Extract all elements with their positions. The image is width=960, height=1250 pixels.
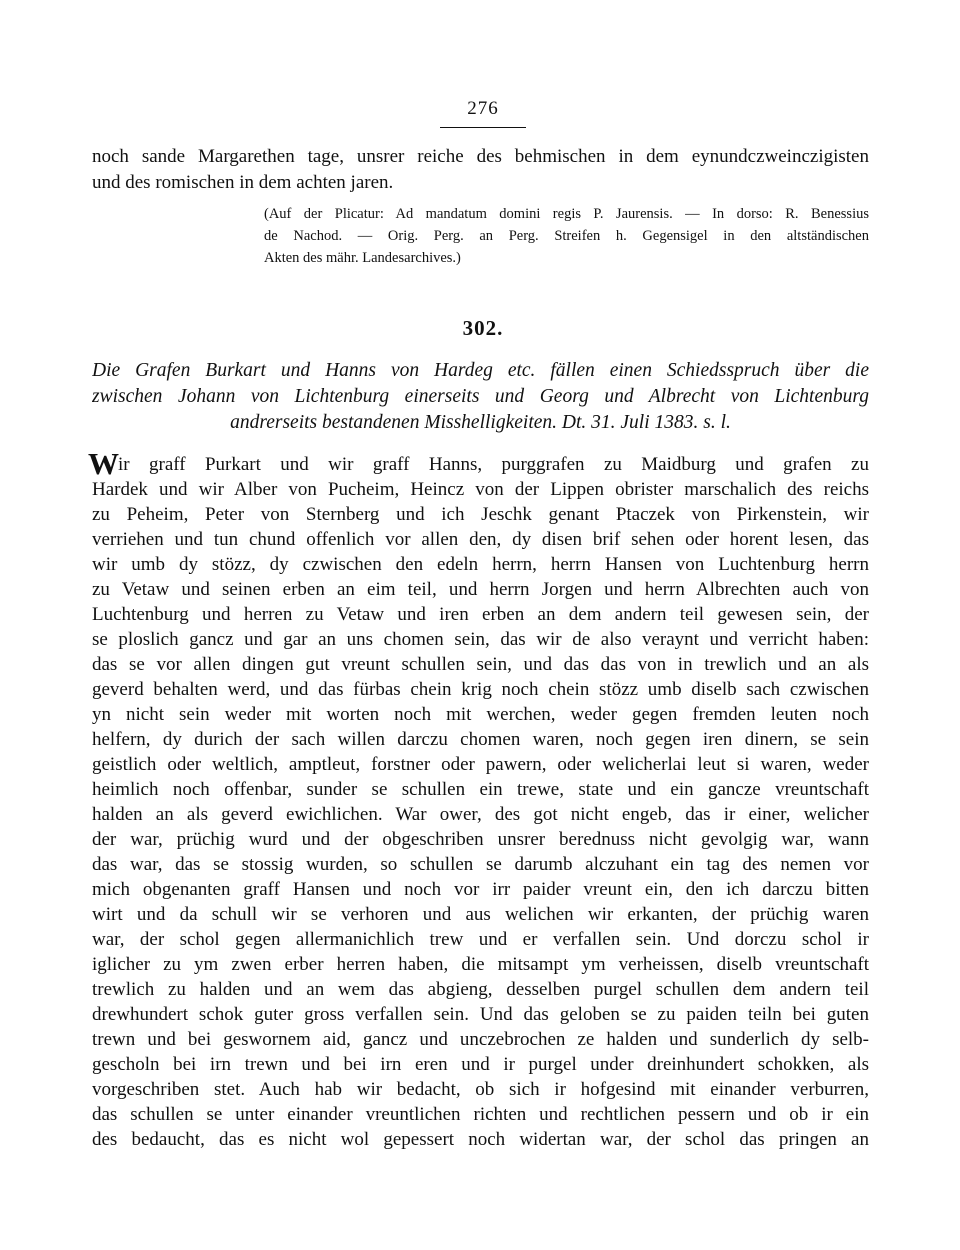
document-number: 302. — [462, 316, 504, 340]
body-line: zu Peheim, Peter von Sternberg und ich Jeschk genant Ptaczek von Pirkenstein, wir — [92, 504, 869, 525]
body-line: trewlich zu halden und an wem das abgieng, desselben purgel schullen dem andern teil — [92, 979, 869, 1000]
body-line: des bedaucht, das es nicht wol gepessert noch widertan war, der schol das pringen an — [92, 1129, 869, 1150]
body-line: se ploslich gancz und gar an uns chomen sein, das wir de also veraynt und verricht haben: — [92, 629, 869, 650]
intro-line: und des romischen in dem achten jaren. — [92, 172, 394, 193]
body-line: das schullen se unter einander vreuntlichen richten und rechtlichen pessern und ob ir ein — [92, 1104, 869, 1125]
body-line: helfern, dy durich der sach willen darczu chomen waren, noch gegen iren dinern, se sein — [92, 729, 869, 750]
body-line: vorgeschriben stet. Auch hab wir bedacht, ob sich ir hofgesind mit einander verburren, — [92, 1079, 869, 1100]
body-line: Hardek und wir Alber von Pucheim, Heincz von der Lippen obrister marschalich des reichs — [92, 479, 869, 500]
body-line: zu Vetaw und seinen erben an eim teil, und herrn Jorgen und herrn Albrechten auch von — [92, 579, 869, 600]
body-line: geistlich oder weltlich, amptleut, forstner oder pawern, oder welicherlai leut si waren, weder — [92, 754, 869, 775]
body-line: ir graff Purkart und wir graff Hanns, purggrafen zu Maidburg und grafen zu — [118, 454, 869, 475]
body-line: heimlich noch offenbar, sunder se schullen ein trewe, state und ein gancze vreuntschaft — [92, 779, 869, 800]
body-line: das se vor allen dingen gut vreunt schullen sein, und das das von in trewlich und an als — [92, 654, 869, 675]
body-line: gescholn bei irn trewn und bei irn eren und ir purgel under dreinhundert schokken, als — [92, 1054, 869, 1075]
regest-line: andrerseits bestandenen Misshelligkeiten. Dt. 31. Juli 1383. s. l. — [230, 412, 731, 433]
page-number-rule — [440, 127, 526, 128]
regest-line: Die Grafen Burkart und Hanns von Hardeg etc. fällen einen Schiedsspruch über die — [92, 360, 869, 381]
page-number: 276 — [467, 98, 499, 119]
body-line: war, der schol gegen allermanichlich trew und er verfallen sein. Und dorczu schol ir — [92, 929, 869, 950]
body-line: geverd behalten werd, und das fürbas chein krig noch chein stözz umb diselb sach czwischen — [92, 679, 869, 700]
body-line: mich obgenanten graff Hansen und noch vor irr paider vreunt ein, den ich darczu bitten — [92, 879, 869, 900]
body-line: wir umb dy stözz, dy czwischen den edeln herrn, herrn Hansen von Luchtenburg herrn — [92, 554, 869, 575]
body-line: halden an als geverd ewichlichen. War ower, des got nicht engeb, das ir einer, welicher — [92, 804, 869, 825]
body-line: drewhundert schok guter gross verfallen sein. Und das geloben se zu paiden teiln bei guten — [92, 1004, 869, 1025]
body-line: Luchtenburg und herren zu Vetaw und iren erben an dem andern teil gewesen sein, der — [92, 604, 869, 625]
note-line: de Nachod. — Orig. Perg. an Perg. Streifen h. Gegensigel in den altständischen — [264, 228, 869, 244]
regest-line: zwischen Johann von Lichtenburg einerseits und Georg und Albrecht von Lichtenburg — [92, 386, 869, 407]
note-line: (Auf der Plicatur: Ad mandatum domini regis P. Jaurensis. — In dorso: R. Benessius — [264, 206, 869, 222]
note-line: Akten des mähr. Landesarchives.) — [264, 250, 461, 266]
drop-initial: W — [88, 446, 119, 481]
body-line: trewn und bei geswornem aid, gancz und unczebrochen ze halden und sunderlich dy selb- — [92, 1029, 869, 1050]
body-line: iglicher zu ym zwen erber herren haben, die mitsampt ym verheissen, diselb vreuntschaft — [92, 954, 869, 975]
body-line: wirt und da schull wir se verhoren und aus welichen wir erkanten, der prüchig waren — [92, 904, 869, 925]
body-line: das war, das se stossig wurden, so schullen se darumb alczuhant ein tag des nemen vor — [92, 854, 869, 875]
intro-line: noch sande Margarethen tage, unsrer reiche des behmischen in dem eynundczweinczigisten — [92, 146, 869, 167]
body-line: verriehen und tun chund offenlich vor allen den, dy disen brif sehen oder horent lesen, das — [92, 529, 869, 550]
body-line: der war, prüchig wurd und der obgeschriben unsrer berednuss nicht gevolgig war, wann — [92, 829, 869, 850]
body-line: yn nicht sein weder mit worten noch mit werchen, weder gegen fremden leuten noch — [92, 704, 869, 725]
